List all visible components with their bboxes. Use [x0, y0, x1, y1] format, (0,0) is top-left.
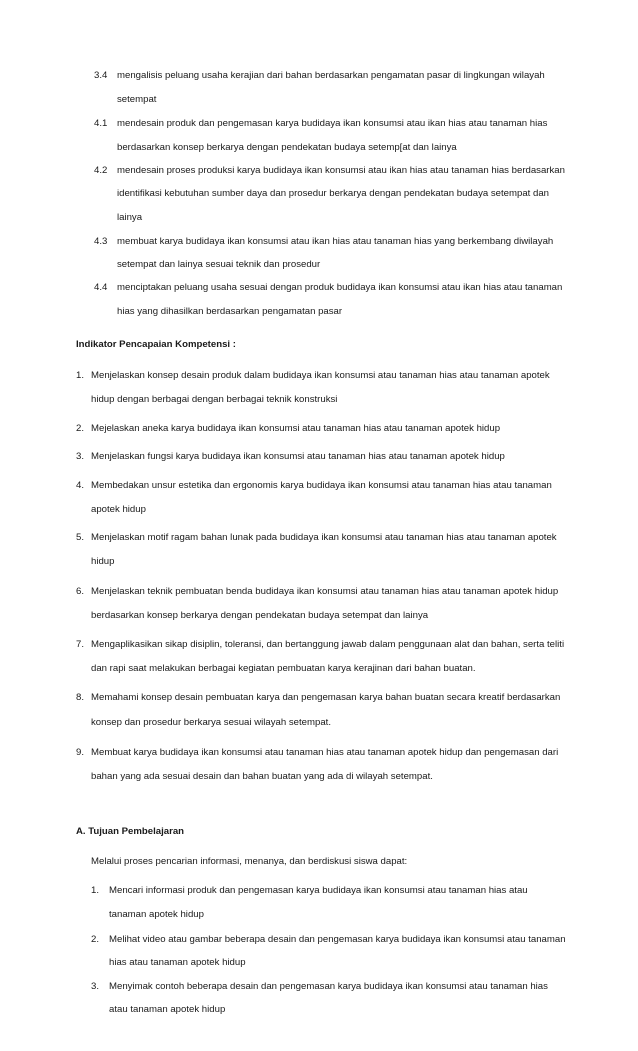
kd-number: 4.3 [94, 236, 108, 247]
tujuan-number: 3. [91, 981, 100, 992]
indikator-line: bahan yang ada sesuai desain dan bahan buatan yang ada di wilayah setempat. [91, 771, 433, 782]
tujuan-heading: A. Tujuan Pembelajaran [76, 826, 185, 837]
indikator-number: 2. [76, 423, 85, 434]
tujuan-line: Mencari informasi produk dan pengemasan karya budidaya ikan konsumsi atau tanaman hias atau [109, 885, 528, 896]
indikator-line: Menjelaskan fungsi karya budidaya ikan konsumsi atau tanaman hias atau tanaman apotek hidup [91, 451, 505, 462]
kd-line: identifikasi kebutuhan sumber daya dan prosedur berkarya dengan pendekatan budaya setempat dan [117, 188, 550, 199]
kd-line: hias yang dihasilkan berdasarkan pengamatan pasar [117, 306, 343, 317]
indikator-number: 7. [76, 639, 85, 650]
kd-line: setempat [117, 94, 157, 105]
kd-line: berdasarkan konsep berkarya dengan pendekatan budaya setemp[at dan lainya [117, 142, 457, 153]
kd-number: 4.4 [94, 282, 108, 293]
indikator-line: berdasarkan konsep berkarya dengan pendekatan budaya setempat dan lainya [91, 610, 429, 621]
indikator-line: apotek hidup [91, 504, 146, 515]
indikator-heading: Indikator Pencapaian Kompetensi : [76, 339, 236, 350]
kd-line: menciptakan peluang usaha sesuai dengan produk budidaya ikan konsumsi atau ikan hias atau tanaman [117, 282, 563, 293]
indikator-line: hidup dengan berbagai dengan berbagai teknik konstruksi [91, 394, 338, 405]
indikator-line: Mengaplikasikan sikap disiplin, toleransi, dan bertanggung jawab dalam penggunaan alat dan bahan, serta teliti [91, 639, 565, 650]
tujuan-line: tanaman apotek hidup [109, 909, 204, 920]
indikator-line: Menjelaskan konsep desain produk dalam budidaya ikan konsumsi atau tanaman hias atau tanaman apotek [91, 370, 550, 381]
kd-number: 4.1 [94, 118, 108, 129]
kd-line: lainya [117, 212, 143, 223]
kd-line: membuat karya budidaya ikan konsumsi atau ikan hias atau tanaman hias yang berkembang diwilayah [117, 236, 554, 247]
indikator-line: Menjelaskan motif ragam bahan lunak pada budidaya ikan konsumsi atau tanaman hias atau tanaman apotek [91, 532, 557, 543]
indikator-line: Membuat karya budidaya ikan konsumsi atau tanaman hias atau tanaman apotek hidup dan pengemasan dari [91, 747, 559, 758]
kd-line: setempat dan lainya sesuai teknik dan prosedur [117, 259, 321, 270]
indikator-line: Membedakan unsur estetika dan ergonomis karya budidaya ikan konsumsi atau tanaman hias atau tanaman [91, 480, 552, 491]
kd-line: mendesain produk dan pengemasan karya budidaya ikan konsumsi atau ikan hias atau tanaman hias [117, 118, 548, 129]
indikator-number: 5. [76, 532, 85, 543]
indikator-number: 1. [76, 370, 85, 381]
indikator-number: 6. [76, 586, 85, 597]
tujuan-intro: Melalui proses pencarian informasi, menanya, dan berdiskusi siswa dapat: [91, 856, 408, 867]
indikator-number: 4. [76, 480, 85, 491]
tujuan-number: 1. [91, 885, 100, 896]
indikator-line: Memahami konsep desain pembuatan karya dan pengemasan karya bahan buatan secara kreatif berdasarkan [91, 692, 561, 703]
kd-number: 4.2 [94, 165, 108, 176]
tujuan-line: Menyimak contoh beberapa desain dan pengemasan karya budidaya ikan konsumsi atau tanaman hias [109, 981, 548, 992]
indikator-line: dan rapi saat melakukan berbagai kegiatan pembuatan karya kerajinan dari bahan buatan. [91, 663, 476, 674]
indikator-line: hidup [91, 556, 115, 567]
tujuan-line: hias atau tanaman apotek hidup [109, 957, 246, 968]
indikator-line: konsep dan prosedur berkarya sesuai wilayah setempat. [91, 717, 331, 728]
indikator-number: 8. [76, 692, 85, 703]
tujuan-line: Melihat video atau gambar beberapa desain dan pengemasan karya budidaya ikan konsumsi atau tanaman [109, 934, 566, 945]
indikator-number: 9. [76, 747, 85, 758]
tujuan-line: atau tanaman apotek hidup [109, 1004, 226, 1015]
kd-number: 3.4 [94, 70, 108, 81]
indikator-line: Mejelaskan aneka karya budidaya ikan konsumsi atau tanaman hias atau tanaman apotek hidup [91, 423, 501, 434]
kd-line: mendesain proses produksi karya budidaya ikan konsumsi atau ikan hias atau tanaman hias berdasarkan [117, 165, 565, 176]
kd-line: mengalisis peluang usaha kerajian dari bahan berdasarkan pengamatan pasar di lingkungan wilayah [117, 70, 545, 81]
indikator-line: Menjelaskan teknik pembuatan benda budidaya ikan konsumsi atau tanaman hias atau tanaman apotek hidup [91, 586, 559, 597]
indikator-number: 3. [76, 451, 85, 462]
tujuan-number: 2. [91, 934, 100, 945]
